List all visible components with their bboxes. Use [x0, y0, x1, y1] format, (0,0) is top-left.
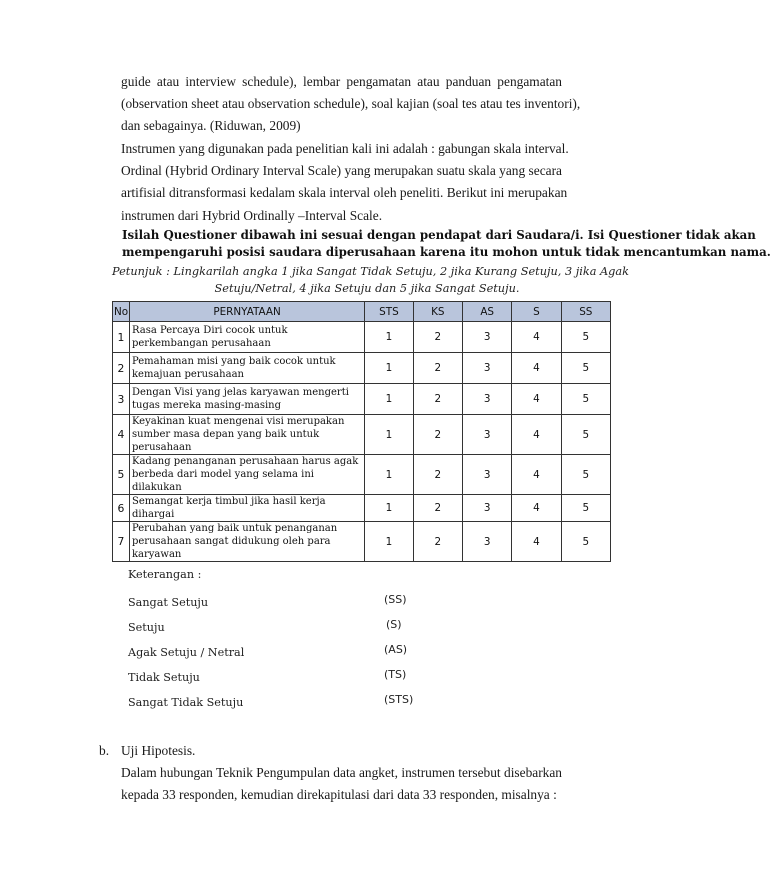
header-s: S	[512, 302, 561, 322]
row-statement: Kadang penanganan perusahaan harus agak berbeda dari model yang selama ini dilakukan	[129, 455, 364, 495]
text-line: Ordinal (Hybrid Ordinary Interval Scale) yang merupakan suatu skala yang secara	[121, 163, 562, 179]
legend-item	[128, 643, 548, 664]
section-heading	[99, 740, 195, 762]
legend-code: (AS)	[384, 643, 408, 656]
paragraph-instrument-types	[121, 71, 581, 138]
score-s[interactable]: 4	[512, 353, 561, 384]
score-ks[interactable]: 2	[413, 522, 462, 562]
score-sts[interactable]: 1	[365, 455, 413, 495]
header-ss: SS	[561, 302, 610, 322]
row-statement: Rasa Percaya Diri cocok untuk perkembangan perusahaan	[129, 322, 364, 353]
score-as[interactable]: 3	[463, 522, 512, 562]
instruction-line: Petunjuk : Lingkarilah angka 1 jika Sangat Tidak Setuju, 2 jika Kurang Setuju, 3 jika Agak	[112, 265, 629, 278]
legend-label: Sangat Tidak Setuju	[128, 696, 244, 709]
section-letter: b.	[99, 743, 110, 758]
table-row	[113, 522, 611, 562]
questionnaire-title	[122, 227, 771, 261]
instruction-line: Setuju/Netral, 4 jika Setuju dan 5 jika Sangat Setuju.	[214, 282, 520, 295]
legend-item	[128, 593, 548, 614]
section-title: Uji Hipotesis.	[121, 743, 196, 758]
score-as[interactable]: 3	[463, 322, 512, 353]
text-line: artifisial ditransformasi kedalam skala interval oleh peneliti. Berikut ini merupakan	[121, 185, 568, 201]
row-number: 3	[113, 384, 130, 415]
score-ks[interactable]: 2	[413, 455, 462, 495]
score-as[interactable]: 3	[463, 353, 512, 384]
table-row	[113, 415, 611, 455]
legend-code: (TS)	[384, 668, 407, 681]
score-s[interactable]: 4	[512, 455, 561, 495]
table-row	[113, 495, 611, 522]
paragraph-hypothesis	[121, 762, 562, 806]
header-no: No	[113, 302, 130, 322]
questionnaire-instruction	[112, 263, 629, 297]
row-statement: Keyakinan kuat mengenai visi merupakan sumber masa depan yang baik untuk perusahaan	[129, 415, 364, 455]
score-as[interactable]: 3	[463, 455, 512, 495]
score-ks[interactable]: 2	[413, 384, 462, 415]
text-line: instrumen dari Hybrid Ordinally –Interval Scale.	[121, 207, 383, 223]
score-as[interactable]: 3	[463, 384, 512, 415]
score-ks[interactable]: 2	[413, 415, 462, 455]
score-sts[interactable]: 1	[365, 322, 413, 353]
questionnaire-table	[112, 301, 611, 562]
row-statement: Pemahaman misi yang baik cocok untuk kemajuan perusahaan	[129, 353, 364, 384]
legend-item	[128, 693, 548, 714]
legend-label: Tidak Setuju	[128, 671, 200, 684]
header-statement: PERNYATAAN	[129, 302, 364, 322]
table-row	[113, 322, 611, 353]
text-line: kepada 33 responden, kemudian direkapitulasi dari data 33 responden, misalnya :	[121, 787, 557, 803]
text-line: (observation sheet atau observation schedule), soal kajian (soal tes atau tes inventori),	[121, 96, 581, 112]
row-number: 5	[113, 455, 130, 495]
score-ss[interactable]: 5	[561, 415, 610, 455]
score-ss[interactable]: 5	[561, 522, 610, 562]
row-statement: Dengan Visi yang jelas karyawan mengerti tugas mereka masing-masing	[129, 384, 364, 415]
score-s[interactable]: 4	[512, 495, 561, 522]
legend-item	[128, 668, 548, 689]
table-row	[113, 384, 611, 415]
text-line: Dalam hubungan Teknik Pengumpulan data angket, instrumen tersebut disebarkan	[121, 765, 562, 780]
header-ks: KS	[413, 302, 462, 322]
row-number: 7	[113, 522, 130, 562]
score-ks[interactable]: 2	[413, 322, 462, 353]
legend-code: (STS)	[384, 693, 414, 706]
score-ks[interactable]: 2	[413, 495, 462, 522]
score-sts[interactable]: 1	[365, 353, 413, 384]
legend-code: (S)	[386, 618, 402, 631]
text-line: Instrumen yang digunakan pada penelitian kali ini adalah : gabungan skala interval.	[121, 141, 569, 156]
score-ss[interactable]: 5	[561, 384, 610, 415]
score-sts[interactable]: 1	[365, 495, 413, 522]
legend-title: Keterangan :	[128, 568, 202, 581]
paragraph-instrument-description	[121, 138, 569, 227]
score-ss[interactable]: 5	[561, 353, 610, 384]
legend-code: (SS)	[384, 593, 407, 606]
legend-label: Agak Setuju / Netral	[128, 646, 245, 659]
header-as: AS	[463, 302, 512, 322]
score-ss[interactable]: 5	[561, 322, 610, 353]
legend-label: Sangat Setuju	[128, 596, 209, 609]
row-number: 6	[113, 495, 130, 522]
row-number: 4	[113, 415, 130, 455]
row-statement: Perubahan yang baik untuk penanganan perusahaan sangat didukung oleh para karyawan	[129, 522, 364, 562]
score-as[interactable]: 3	[463, 495, 512, 522]
title-line: mempengaruhi posisi saudara diperusahaan karena itu mohon untuk tidak mencantumkan nama.	[122, 245, 771, 259]
score-s[interactable]: 4	[512, 522, 561, 562]
row-number: 2	[113, 353, 130, 384]
legend-item	[128, 618, 548, 639]
score-s[interactable]: 4	[512, 384, 561, 415]
legend-label: Setuju	[128, 621, 165, 634]
row-number: 1	[113, 322, 130, 353]
title-line: Isilah Questioner dibawah ini sesuai dengan pendapat dari Saudara/i. Isi Questioner tidak akan	[122, 228, 756, 242]
header-sts: STS	[365, 302, 413, 322]
text-line: guide atau interview schedule), lembar pengamatan atau panduan pengamatan	[121, 74, 562, 89]
score-sts[interactable]: 1	[365, 384, 413, 415]
score-s[interactable]: 4	[512, 415, 561, 455]
score-as[interactable]: 3	[463, 415, 512, 455]
score-sts[interactable]: 1	[365, 415, 413, 455]
table-row	[113, 353, 611, 384]
table-row	[113, 455, 611, 495]
score-ks[interactable]: 2	[413, 353, 462, 384]
score-sts[interactable]: 1	[365, 522, 413, 562]
score-ss[interactable]: 5	[561, 455, 610, 495]
score-s[interactable]: 4	[512, 322, 561, 353]
row-statement: Semangat kerja timbul jika hasil kerja dihargai	[129, 495, 364, 522]
table-header-row	[113, 302, 611, 322]
text-line: dan sebagainya. (Riduwan, 2009)	[121, 118, 301, 134]
score-ss[interactable]: 5	[561, 495, 610, 522]
